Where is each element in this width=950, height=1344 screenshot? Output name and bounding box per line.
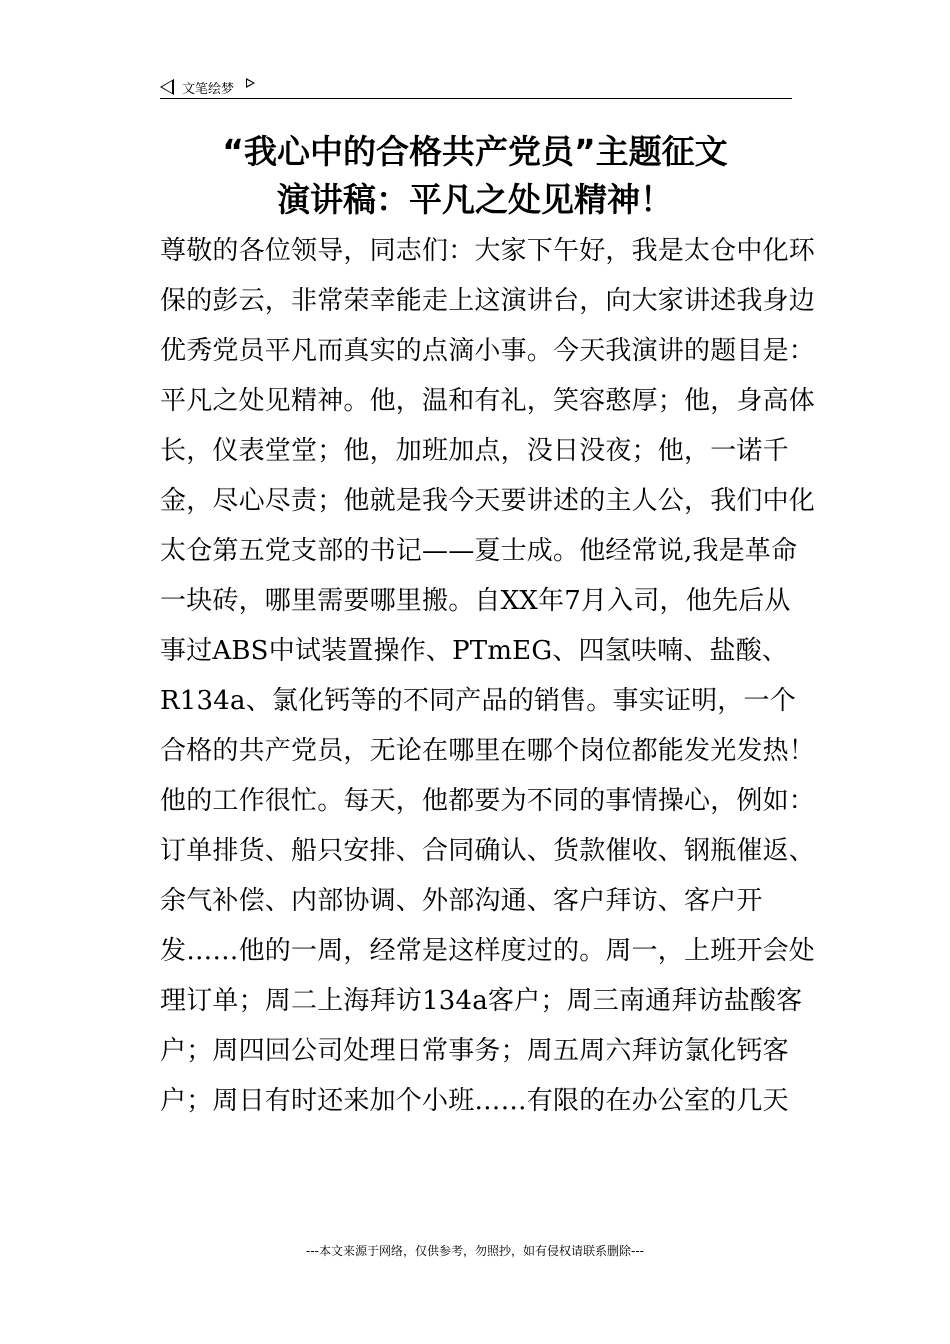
body-paragraph: 尊敬的各位领导，同志们：大家下午好，我是太仓中化环保的彭云，非常荣幸能走上这演讲台，向大家讲述我身边优秀党员平凡而真实的点滴小事。今天我演讲的题目是：平凡之处见精神。他，温和有礼，笑容憨厚；他，身高体长，仪表堂堂；他，加班加点，没日没夜；他，一诺千金，尽心尽责；他就是我今天要讲述的主人公，我们中化太仓第五党支部的书记——夏士成。他经常说,我是革命一块砖，哪里需要哪里搬。自XX年7月入司，他先后从事过ABS中试装置操作、PTmEG、四氢呋喃、盐酸、R134a、氯化钙等的不同产品的销售。事实证明，一个合格的共产党员，无论在哪里在哪个岗位都能发光发热！他的工作很忙。每天，他都要为不同的事情操心，例如：订单排货、船只安排、合同确认、货款催收、钢瓶催返、余气补偿、内部协调、外部沟通、客户拜访、客户开发……他的一周，经常是这样度过的。周一，上班开会处理订单；周二上海拜访134a客户；周三南通拜访盐酸客户；周四回公司处理日常事务；周五周六拜访氯化钙客户；周日有时还来加个小班……有限的在办公室的几天 — [160, 236, 816, 1116]
header-brand: 文笔绘梦 — [182, 81, 235, 97]
triangle-right-icon — [246, 78, 255, 88]
page-header — [160, 76, 792, 98]
title-line-1: “我心中的合格共产党员”主题征文 — [222, 132, 728, 171]
header-divider — [160, 98, 792, 99]
page-footer: ---本文来源于网络，仅供参考，勿照抄，如有侵权请联系删除--- — [306, 1244, 644, 1258]
title-line-2: 演讲稿：平凡之处见精神！ — [277, 180, 673, 219]
document-title — [150, 128, 800, 224]
triangle-left-icon — [160, 79, 174, 95]
